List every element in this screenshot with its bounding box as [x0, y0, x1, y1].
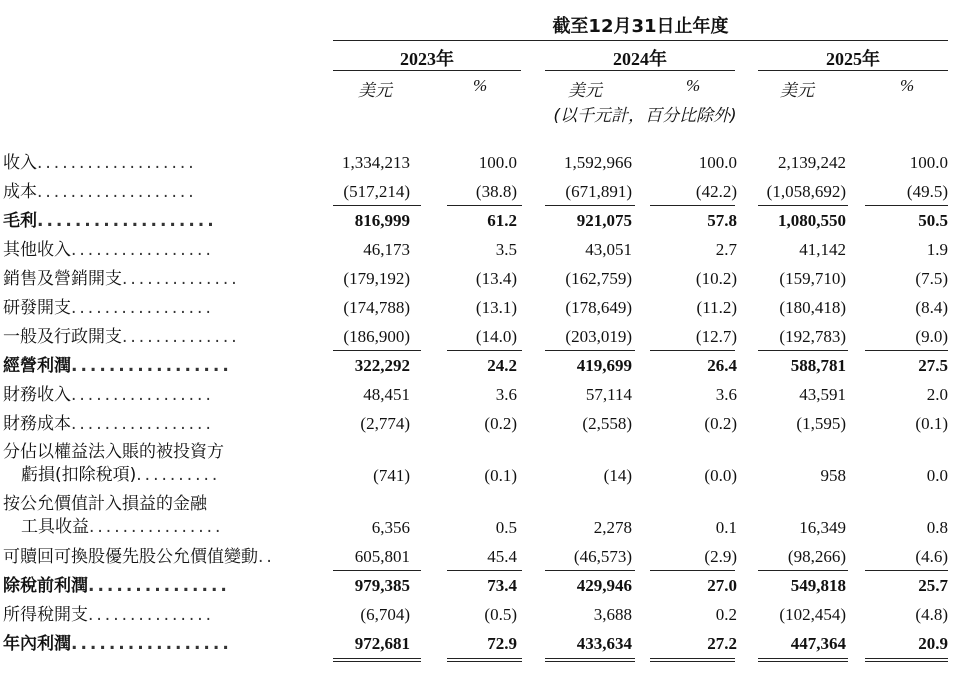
cell-usd-2025: (180,418) [779, 298, 846, 317]
cell-pct-2025: (8.4) [915, 298, 948, 317]
cell-pct-2023: (0.1) [484, 466, 517, 485]
row-label-text: 工具收益 [21, 517, 89, 537]
unit-pct-2024: % [686, 76, 701, 95]
row-label [3, 148, 318, 173]
row-label [3, 629, 318, 654]
table-row-revenue [0, 148, 960, 177]
cell-usd-2025: (1,595) [796, 414, 846, 433]
leader-dots: ............... [88, 576, 230, 596]
row-label [3, 409, 318, 434]
cell-pct-2025: 1.9 [926, 240, 948, 259]
table-row-operating-profit [0, 351, 960, 380]
cell-pct-2025: 20.9 [918, 634, 948, 653]
cell-pct-2023: (38.8) [475, 182, 517, 201]
row-label [3, 235, 318, 260]
leader-dots: ................. [71, 414, 214, 434]
cell-usd-2025: (98,266) [787, 547, 846, 566]
cell-pct-2023: 45.4 [487, 547, 517, 566]
row-label-line2 [3, 464, 318, 486]
table-row-fv-gain-financial-instruments [0, 490, 960, 542]
cell-usd-2025: 1,080,550 [778, 211, 846, 230]
cell-pct-2025: (9.0) [915, 327, 948, 346]
table-header [0, 0, 960, 128]
table-row-profit-for-year [0, 629, 960, 658]
leader-dots: .............. [122, 327, 240, 347]
cell-usd-2023: (179,192) [343, 269, 410, 288]
row-label-text: 銷售及營銷開支 [3, 269, 122, 289]
cell-usd-2023: 972,681 [354, 634, 410, 653]
cell-pct-2025: 2.0 [926, 385, 948, 404]
cell-usd-2023: (6,704) [360, 605, 410, 624]
cell-pct-2024: 0.2 [715, 605, 737, 624]
cell-usd-2024: (2,558) [582, 414, 632, 433]
leader-dots: ................... [37, 182, 197, 202]
cell-pct-2023: (13.4) [475, 269, 517, 288]
cell-usd-2024: (14) [603, 466, 632, 485]
leader-dots: ................. [71, 298, 214, 318]
cell-pct-2023: 0.5 [495, 518, 517, 537]
cell-usd-2023: 46,173 [363, 240, 410, 259]
row-label [3, 600, 318, 625]
row-label-text: 除稅前利潤 [3, 576, 88, 596]
row-label-text: 經營利潤 [3, 356, 71, 376]
leader-dots: ................... [37, 211, 217, 231]
leader-dots: ................. [71, 385, 214, 405]
unit-usd-2025: 美元 [780, 81, 814, 100]
cell-usd-2024: (671,891) [565, 182, 632, 201]
cell-usd-2024: 921,075 [576, 211, 632, 230]
cell-usd-2025: (1,058,692) [766, 182, 846, 201]
cell-usd-2024: 57,114 [585, 385, 632, 404]
cell-usd-2025: 43,591 [799, 385, 846, 404]
cell-pct-2023: (0.2) [484, 414, 517, 433]
table-row-selling-expenses [0, 264, 960, 293]
cell-pct-2023: (0.5) [484, 605, 517, 624]
cell-pct-2025: (4.8) [915, 605, 948, 624]
row-label [3, 380, 318, 405]
cell-pct-2024: (10.2) [695, 269, 737, 288]
leader-dots: .. [258, 547, 275, 567]
year-rule-2023 [333, 70, 521, 71]
cell-pct-2024: 27.0 [707, 576, 737, 595]
cell-pct-2024: 0.1 [715, 518, 737, 537]
total-double-rule [865, 658, 948, 662]
cell-pct-2024: (2.9) [704, 547, 737, 566]
row-label-text: 毛利 [3, 211, 37, 231]
leader-dots: .......... [136, 465, 221, 485]
cell-pct-2024: 100.0 [698, 153, 737, 172]
row-label-line2 [3, 516, 318, 538]
row-label [3, 351, 318, 376]
income-statement-table [0, 148, 960, 658]
cell-usd-2023: (174,788) [343, 298, 410, 317]
cell-usd-2025: 447,364 [790, 634, 846, 653]
table-row-gross-profit [0, 206, 960, 235]
cell-usd-2024: (178,649) [565, 298, 632, 317]
cell-usd-2024: (203,019) [565, 327, 632, 346]
table-row-income-tax [0, 600, 960, 629]
row-label-text: 所得稅開支 [3, 605, 88, 625]
total-double-rule [333, 658, 421, 662]
table-row-other-income [0, 235, 960, 264]
cell-pct-2023: 72.9 [487, 634, 517, 653]
leader-dots: ................. [71, 240, 214, 260]
table-row-finance-costs [0, 409, 960, 438]
row-label-text: 研發開支 [3, 298, 71, 318]
cell-pct-2023: (14.0) [475, 327, 517, 346]
cell-usd-2023: 6,356 [371, 518, 410, 537]
cell-usd-2023: 979,385 [354, 576, 410, 595]
year-2025: 2025年 [826, 49, 880, 69]
year-2024: 2024年 [613, 49, 667, 69]
row-label [3, 206, 318, 231]
cell-usd-2025: 958 [820, 466, 846, 485]
leader-dots: ................. [71, 634, 232, 654]
cell-pct-2025: 25.7 [918, 576, 948, 595]
row-label-text: 一般及行政開支 [3, 327, 122, 347]
year-rule-2024 [545, 70, 735, 71]
cell-usd-2025: 2,139,242 [778, 153, 846, 172]
row-label [3, 440, 318, 486]
cell-usd-2024: (162,759) [565, 269, 632, 288]
cell-pct-2024: (0.2) [704, 414, 737, 433]
cell-usd-2023: (517,214) [343, 182, 410, 201]
unit-pct-2023: % [473, 76, 488, 95]
cell-usd-2023: (741) [373, 466, 410, 485]
cell-pct-2023: 24.2 [487, 356, 517, 375]
cell-usd-2023: 816,999 [354, 211, 410, 230]
unit-usd-2024: 美元 [568, 81, 602, 100]
table-row-admin-expenses [0, 322, 960, 351]
year-2023: 2023年 [400, 49, 454, 69]
cell-usd-2023: (2,774) [360, 414, 410, 433]
cell-pct-2025: (4.6) [915, 547, 948, 566]
row-label [3, 293, 318, 318]
cell-pct-2023: (13.1) [475, 298, 517, 317]
cell-usd-2023: (186,900) [343, 327, 410, 346]
cell-usd-2025: 16,349 [799, 518, 846, 537]
year-rule-2025 [758, 70, 948, 71]
cell-pct-2023: 73.4 [487, 576, 517, 595]
cell-pct-2023: 100.0 [478, 153, 517, 172]
leader-dots: ................... [37, 153, 197, 173]
cell-pct-2024: 57.8 [707, 211, 737, 230]
row-label-text: 年內利潤 [3, 634, 71, 654]
leader-dots: ................. [71, 356, 232, 376]
cell-usd-2025: (159,710) [779, 269, 846, 288]
table-row-fv-change-preferred-shares [0, 542, 960, 571]
total-double-rule [447, 658, 522, 662]
leader-dots: ............... [88, 605, 215, 625]
total-double-rule [650, 658, 735, 662]
table-row-rd-expenses [0, 293, 960, 322]
cell-usd-2025: (192,783) [779, 327, 846, 346]
row-label [3, 542, 318, 567]
cell-usd-2023: 48,451 [363, 385, 410, 404]
cell-pct-2024: 27.2 [707, 634, 737, 653]
cell-pct-2023: 3.5 [495, 240, 517, 259]
cell-usd-2025: 41,142 [799, 240, 846, 259]
cell-pct-2024: (42.2) [695, 182, 737, 201]
cell-pct-2023: 61.2 [487, 211, 517, 230]
row-label-line1: 分佔以權益法入賬的被投資方 [3, 442, 224, 462]
table-row-profit-before-tax [0, 571, 960, 600]
row-label-text: 收入 [3, 153, 37, 173]
cell-usd-2025: 549,818 [790, 576, 846, 595]
unit-usd-2023: 美元 [358, 81, 392, 100]
cell-pct-2024: 3.6 [715, 385, 737, 404]
cell-pct-2024: (12.7) [695, 327, 737, 346]
period-heading: 截至12月31日止年度 [552, 16, 729, 37]
unit-pct-2025: % [900, 76, 915, 95]
row-label-line1: 按公允價值計入損益的金融 [3, 494, 207, 514]
row-label-text: 成本 [3, 182, 37, 202]
unit-note: (以千元計，百分比除外) [553, 106, 737, 126]
cell-usd-2023: 322,292 [354, 356, 410, 375]
cell-usd-2024: 433,634 [576, 634, 632, 653]
cell-usd-2024: 3,688 [593, 605, 632, 624]
total-double-rule [545, 658, 635, 662]
cell-pct-2025: 100.0 [909, 153, 948, 172]
cell-usd-2024: 419,699 [576, 356, 632, 375]
cell-pct-2025: (0.1) [915, 414, 948, 433]
row-label-text: 其他收入 [3, 240, 71, 260]
leader-dots: ................ [89, 517, 224, 537]
row-label-text: 虧損(扣除稅項) [21, 465, 137, 485]
cell-pct-2025: 27.5 [918, 356, 948, 375]
cell-pct-2023: 3.6 [495, 385, 517, 404]
cell-pct-2024: 2.7 [715, 240, 737, 259]
row-label [3, 177, 318, 202]
cell-usd-2025: (102,454) [779, 605, 846, 624]
cell-pct-2025: 0.0 [926, 466, 948, 485]
table-row-finance-income [0, 380, 960, 409]
cell-usd-2023: 1,334,213 [342, 153, 410, 172]
row-label [3, 322, 318, 347]
row-label-text: 可贖回可換股優先股公允價值變動 [3, 547, 258, 567]
table-row-cost-of-revenue [0, 177, 960, 206]
cell-usd-2024: 2,278 [593, 518, 632, 537]
table-row-share-of-investee-losses [0, 438, 960, 490]
leader-dots: .............. [122, 269, 240, 289]
row-label-text: 財務成本 [3, 414, 71, 434]
header-rule [333, 40, 948, 41]
row-label [3, 492, 318, 538]
cell-usd-2025: 588,781 [790, 356, 846, 375]
cell-pct-2025: (7.5) [915, 269, 948, 288]
total-double-rule [758, 658, 848, 662]
cell-usd-2024: 43,051 [585, 240, 632, 259]
cell-pct-2025: 50.5 [918, 211, 948, 230]
cell-usd-2024: (46,573) [573, 547, 632, 566]
cell-pct-2025: (49.5) [906, 182, 948, 201]
cell-pct-2025: 0.8 [926, 518, 948, 537]
cell-pct-2024: (0.0) [704, 466, 737, 485]
cell-usd-2024: 1,592,966 [564, 153, 632, 172]
cell-usd-2023: 605,801 [354, 547, 410, 566]
row-label [3, 264, 318, 289]
row-label [3, 571, 318, 596]
row-label-text: 財務收入 [3, 385, 71, 405]
cell-pct-2024: (11.2) [696, 298, 737, 317]
cell-usd-2024: 429,946 [576, 576, 632, 595]
cell-pct-2024: 26.4 [707, 356, 737, 375]
